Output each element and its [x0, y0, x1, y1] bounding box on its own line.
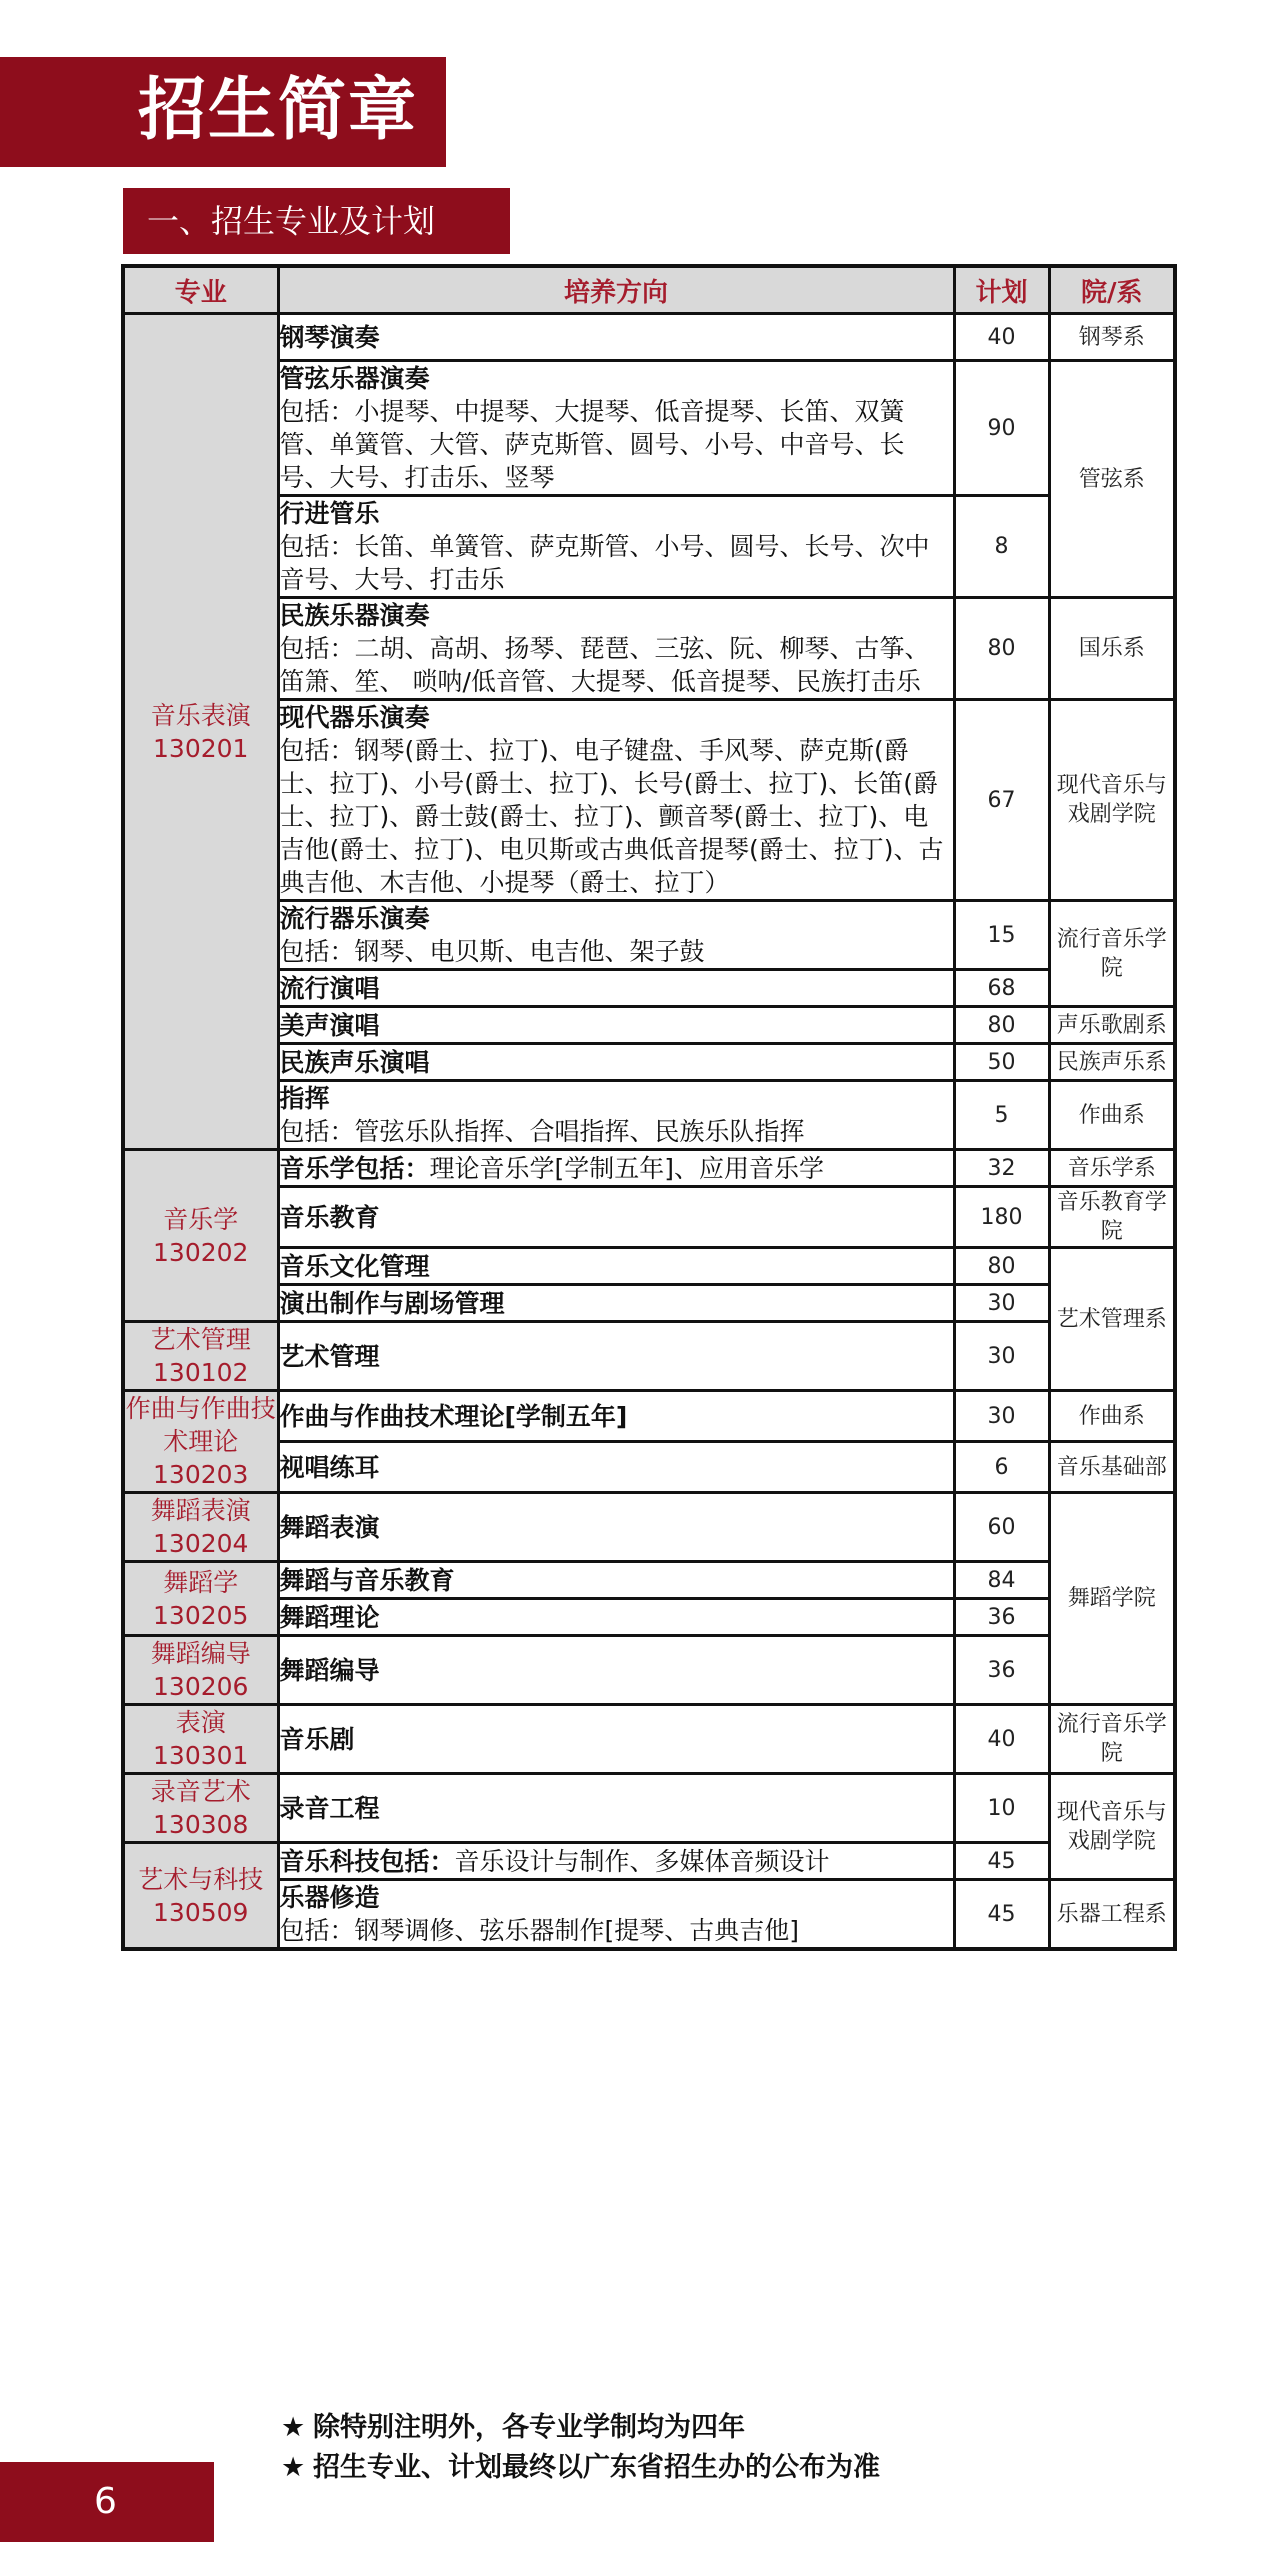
table-row — [123, 700, 1175, 901]
plan-cell: 40 — [954, 1705, 1049, 1774]
major-name: 音乐表演 — [150, 700, 251, 730]
major-name: 舞蹈学 — [163, 1567, 239, 1597]
direction-cell — [278, 1007, 954, 1044]
direction-name: 流行器乐演奏 — [279, 904, 430, 933]
star-icon: ★ — [281, 2452, 306, 2483]
plan-cell: 180 — [954, 1187, 1049, 1248]
major-name: 录音艺术 — [150, 1777, 251, 1806]
dept-cell: 国乐系 — [1049, 598, 1175, 700]
dept-cell: 声乐歌剧系 — [1049, 1007, 1175, 1044]
table-row — [123, 1044, 1175, 1081]
major-cell — [123, 1493, 278, 1562]
major-cell — [123, 314, 278, 1150]
direction-cell — [278, 1285, 954, 1322]
header-dept: 院/系 — [1049, 266, 1175, 314]
major-code: 130201 — [153, 733, 249, 763]
plan-cell: 68 — [954, 970, 1049, 1007]
direction-detail: 包括：钢琴调修、弦乐器制作[提琴、古典吉他] — [279, 1916, 800, 1945]
plan-cell: 45 — [954, 1843, 1049, 1880]
direction-cell — [278, 1705, 954, 1774]
major-cell — [123, 1391, 278, 1493]
direction-detail: 包括：钢琴、电贝斯、电吉他、架子鼓 — [279, 937, 705, 966]
major-code: 130202 — [153, 1237, 249, 1267]
note-text: 除特别注明外，各专业学制均为四年 — [313, 2412, 745, 2443]
direction-name: 舞蹈理论 — [279, 1602, 380, 1632]
direction-cell — [278, 1599, 954, 1636]
table-row — [123, 1187, 1175, 1248]
major-name: 舞蹈表演 — [150, 1496, 251, 1525]
table-row — [123, 496, 1175, 598]
plan-cell: 90 — [954, 361, 1049, 496]
direction-name: 音乐剧 — [279, 1724, 355, 1754]
plan-cell: 67 — [954, 700, 1049, 901]
direction-name: 行进管乐 — [279, 499, 380, 528]
plan-cell: 50 — [954, 1044, 1049, 1081]
note-line — [281, 2408, 880, 2448]
table-row — [123, 1391, 1175, 1442]
major-code: 130509 — [153, 1897, 249, 1927]
major-name: 表演 — [175, 1708, 226, 1737]
major-cell — [123, 1562, 278, 1636]
direction-name — [280, 1152, 953, 1185]
dept-cell: 舞蹈学院 — [1049, 1493, 1175, 1705]
direction-name-suffix: 音乐设计与制作、多媒体音频设计 — [454, 1846, 830, 1876]
dept-cell: 流行音乐学院 — [1049, 1705, 1175, 1774]
direction-name: 管弦乐器演奏 — [279, 364, 430, 393]
direction-cell — [278, 1391, 954, 1442]
dept-cell: 音乐学系 — [1049, 1150, 1175, 1187]
direction-name: 现代器乐演奏 — [279, 703, 430, 732]
table-row — [123, 1493, 1175, 1562]
direction-name: 舞蹈编导 — [279, 1655, 380, 1685]
direction-name-suffix: 理论音乐学[学制五年]、应用音乐学 — [429, 1153, 825, 1183]
major-code: 130102 — [153, 1358, 249, 1387]
page-number-badge — [0, 2462, 214, 2542]
direction-cell — [278, 1150, 954, 1187]
plan-cell: 30 — [954, 1322, 1049, 1391]
plan-cell: 80 — [954, 598, 1049, 700]
plan-cell: 40 — [954, 314, 1049, 361]
dept-cell: 管弦系 — [1049, 361, 1175, 598]
direction-name: 作曲与作曲技术理论[学制五年] — [279, 1401, 628, 1431]
direction-name: 音乐文化管理 — [279, 1251, 430, 1281]
direction-name-lead: 音乐科技包括： — [279, 1846, 455, 1876]
major-code: 130205 — [153, 1600, 249, 1630]
direction-name: 乐器修造 — [279, 1883, 380, 1912]
direction-name: 舞蹈表演 — [279, 1512, 380, 1542]
dept-cell: 现代音乐与戏剧学院 — [1049, 1774, 1175, 1880]
plan-cell: 15 — [954, 901, 1049, 970]
dept-cell: 流行音乐学院 — [1049, 901, 1175, 1007]
direction-detail: 包括：钢琴(爵士、拉丁)、电子键盘、手风琴、萨克斯(爵士、拉丁)、小号(爵士、拉丁)、长号(爵士、拉丁)、长笛(爵士、拉丁)、爵士鼓(爵士、拉丁)、颤音琴(爵士、拉丁)、电吉他(爵士、拉丁)、电贝斯或古典低音提琴(爵士、拉丁)、古典吉他、木吉他、小提琴（爵士、拉丁） — [279, 736, 944, 897]
direction-cell — [278, 1248, 954, 1285]
table-row — [123, 1705, 1175, 1774]
table-row — [123, 970, 1175, 1007]
table-row — [123, 1843, 1175, 1880]
plan-cell: 84 — [954, 1562, 1049, 1599]
direction-detail: 包括：管弦乐队指挥、合唱指挥、民族乐队指挥 — [279, 1117, 805, 1146]
major-name: 艺术管理 — [150, 1325, 251, 1354]
table-row — [123, 1599, 1175, 1636]
direction-name: 舞蹈与音乐教育 — [279, 1565, 455, 1595]
header-direction: 培养方向 — [278, 266, 954, 314]
direction-cell — [278, 1636, 954, 1705]
table-row — [123, 1322, 1175, 1391]
direction-cell — [278, 1562, 954, 1599]
plan-cell: 36 — [954, 1599, 1049, 1636]
direction-cell — [278, 970, 954, 1007]
direction-name: 流行演唱 — [279, 973, 380, 1003]
major-name: 艺术与科技 — [138, 1864, 264, 1894]
major-code: 130204 — [153, 1529, 249, 1558]
table-row — [123, 1285, 1175, 1322]
plan-cell: 32 — [954, 1150, 1049, 1187]
dept-cell: 音乐基础部 — [1049, 1442, 1175, 1493]
direction-name — [280, 1845, 953, 1878]
table-row — [123, 1442, 1175, 1493]
direction-detail: 包括：长笛、单簧管、萨克斯管、小号、圆号、长号、次中音号、大号、打击乐 — [279, 532, 930, 594]
dept-cell: 钢琴系 — [1049, 314, 1175, 361]
table-row — [123, 1562, 1175, 1599]
star-icon: ★ — [281, 2412, 306, 2443]
table-row — [123, 314, 1175, 361]
direction-cell — [278, 700, 954, 901]
table-row — [123, 1636, 1175, 1705]
direction-name: 民族乐器演奏 — [279, 601, 430, 630]
major-cell — [123, 1774, 278, 1843]
major-cell — [123, 1843, 278, 1950]
major-cell — [123, 1636, 278, 1705]
direction-cell — [278, 1044, 954, 1081]
dept-cell: 民族声乐系 — [1049, 1044, 1175, 1081]
direction-cell — [278, 361, 954, 496]
header-major: 专业 — [123, 266, 278, 314]
dept-cell: 作曲系 — [1049, 1391, 1175, 1442]
page-title: 招生简章 — [138, 71, 419, 150]
table-row — [123, 901, 1175, 970]
major-cell — [123, 1322, 278, 1391]
plan-cell: 30 — [954, 1285, 1049, 1322]
table-row — [123, 1880, 1175, 1950]
major-name: 作曲与作曲技术理论 — [125, 1394, 276, 1456]
major-name: 舞蹈编导 — [150, 1639, 251, 1668]
direction-name: 录音工程 — [279, 1793, 380, 1823]
header-plan: 计划 — [954, 266, 1049, 314]
table-row — [123, 1248, 1175, 1285]
section-banner — [123, 188, 510, 254]
direction-cell — [278, 1493, 954, 1562]
plan-cell: 36 — [954, 1636, 1049, 1705]
direction-cell — [278, 1322, 954, 1391]
direction-cell — [278, 314, 954, 361]
dept-cell: 音乐教育学院 — [1049, 1187, 1175, 1248]
table-header-row — [123, 266, 1175, 314]
direction-name: 视唱练耳 — [279, 1452, 380, 1482]
major-code: 130308 — [153, 1810, 249, 1839]
direction-cell — [278, 901, 954, 970]
plan-cell: 80 — [954, 1007, 1049, 1044]
direction-detail: 包括：小提琴、中提琴、大提琴、低音提琴、长笛、双簧管、单簧管、大管、萨克斯管、圆号、小号、中音号、长号、大号、打击乐、竖琴 — [279, 397, 905, 492]
plan-cell: 45 — [954, 1880, 1049, 1950]
major-code: 130301 — [153, 1741, 249, 1770]
direction-cell — [278, 1081, 954, 1150]
direction-name: 音乐教育 — [279, 1202, 380, 1232]
direction-cell — [278, 1843, 954, 1880]
plan-cell: 5 — [954, 1081, 1049, 1150]
page-number: 6 — [94, 2481, 117, 2522]
table-row — [123, 361, 1175, 496]
plan-cell: 80 — [954, 1248, 1049, 1285]
major-cell — [123, 1705, 278, 1774]
table-row — [123, 1081, 1175, 1150]
direction-name: 指挥 — [279, 1084, 330, 1113]
major-cell — [123, 1150, 278, 1322]
dept-cell: 作曲系 — [1049, 1081, 1175, 1150]
direction-name: 艺术管理 — [279, 1341, 380, 1371]
direction-name: 钢琴演奏 — [279, 322, 380, 352]
section-title: 一、招生专业及计划 — [147, 202, 436, 240]
enrollment-table — [121, 264, 1177, 1951]
direction-name-lead: 音乐学包括： — [279, 1153, 430, 1183]
dept-cell: 现代音乐与戏剧学院 — [1049, 700, 1175, 901]
direction-name: 美声演唱 — [279, 1010, 380, 1040]
direction-cell — [278, 598, 954, 700]
table-body — [123, 314, 1175, 1950]
major-code: 130206 — [153, 1672, 249, 1701]
plan-cell: 30 — [954, 1391, 1049, 1442]
dept-cell: 乐器工程系 — [1049, 1880, 1175, 1950]
direction-cell — [278, 1880, 954, 1950]
direction-name: 民族声乐演唱 — [279, 1047, 430, 1077]
plan-cell: 10 — [954, 1774, 1049, 1843]
note-line — [281, 2448, 880, 2488]
direction-name: 演出制作与剧场管理 — [279, 1288, 505, 1318]
major-code: 130203 — [153, 1460, 249, 1489]
plan-cell: 8 — [954, 496, 1049, 598]
table-row — [123, 598, 1175, 700]
direction-cell — [278, 1187, 954, 1248]
direction-cell — [278, 1442, 954, 1493]
direction-detail: 包括：二胡、高胡、扬琴、琵琶、三弦、阮、柳琴、古筝、笛箫、笙、 唢呐/低音管、大提琴、低音提琴、民族打击乐 — [279, 634, 930, 696]
notes — [281, 2408, 880, 2488]
major-name: 音乐学 — [163, 1204, 239, 1234]
dept-cell: 艺术管理系 — [1049, 1248, 1175, 1391]
table-row — [123, 1150, 1175, 1187]
title-banner — [0, 57, 446, 167]
plan-cell: 60 — [954, 1493, 1049, 1562]
table-row — [123, 1774, 1175, 1843]
direction-cell — [278, 496, 954, 598]
table-row — [123, 1007, 1175, 1044]
direction-cell — [278, 1774, 954, 1843]
plan-cell: 6 — [954, 1442, 1049, 1493]
note-text: 招生专业、计划最终以广东省招生办的公布为准 — [313, 2452, 880, 2483]
